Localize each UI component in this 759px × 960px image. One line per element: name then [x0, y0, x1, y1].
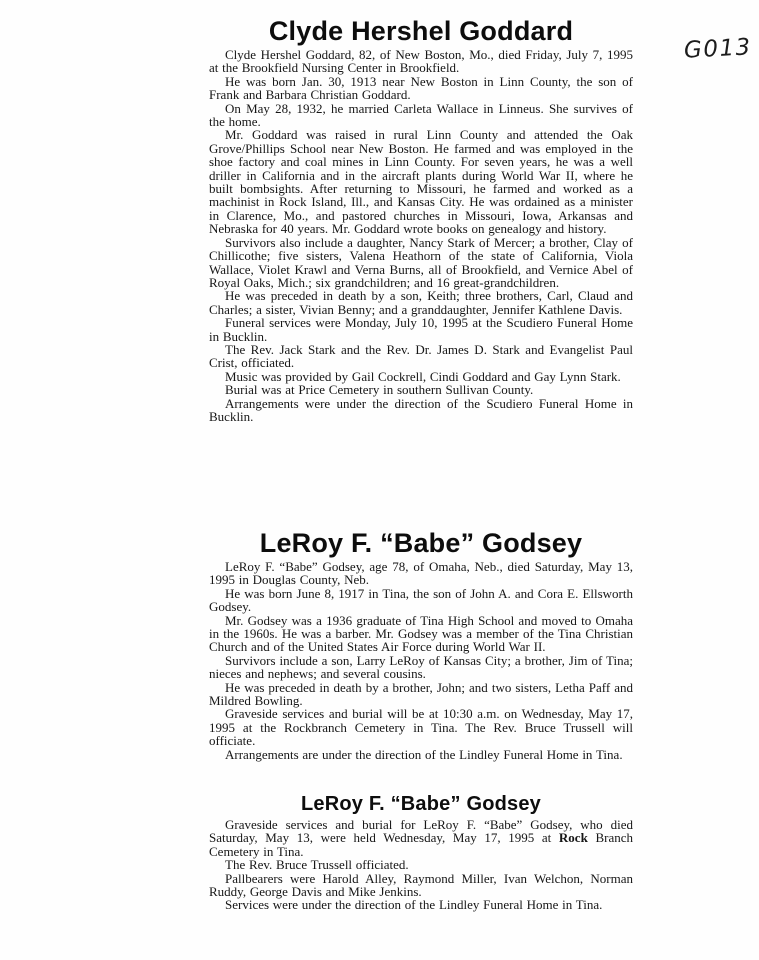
obituary-body [209, 560, 633, 761]
text: Branch Cemetery in Tina. [209, 830, 633, 859]
paragraph: Survivors also include a daughter, Nancy Stark of Mercer; a brother, Clay of Chillicothe; five sisters, Valena Heathorn of the state of California, Viola Wallace, Violet Krawl and Verna Burns, all of Brookfield, and Vernice Abel of Royal Oaks, Mich.; six grandchildren; and 16 great-grandchildren. [209, 234, 633, 290]
obituary-leroy-babe-godsey [209, 528, 633, 761]
obituary-leroy-babe-godsey-followup [209, 793, 633, 912]
paragraph: LeRoy F. “Babe” Godsey, age 78, of Omaha, Neb., died Saturday, May 13, 1995 in Douglas County, Neb. [209, 559, 633, 588]
paragraph: Mr. Goddard was raised in rural Linn County and attended the Oak Grove/Phillips School near New Boston. He farmed and was employed in the shoe factory and coal mines in Linn County. For seven years, he was a well driller in California and in the aircraft plants during World War II, where he built bombsights. After returning to Missouri, he farmed and worked as a machinist in Rock Island, Ill., and Kansas City. He was ordained as a minister in Clarence, Mo., and pastored churches in Missouri, Iowa, Arkansas and Nebraska for 40 years. Mr. Goddard wrote books on genealogy and history. [209, 127, 633, 237]
paragraph: He was born Jan. 30, 1913 near New Boston in Linn County, the son of Frank and Barbara Christian Goddard. [209, 73, 633, 103]
obituary-body [209, 48, 633, 423]
handwritten-annotation: G013 [683, 34, 753, 64]
paragraph: On May 28, 1932, he married Carleta Wallace in Linneus. She survives of the home. [209, 100, 633, 130]
paragraph: Music was provided by Gail Cockrell, Cindi Goddard and Gay Lynn Stark. [225, 368, 621, 384]
paragraph: Clyde Hershel Goddard, 82, of New Boston, Mo., died Friday, July 7, 1995 at the Brookfield Nursing Center in Brookfield. [209, 47, 633, 76]
paragraph: Mr. Godsey was a 1936 graduate of Tina High School and moved to Omaha in the 1960s. He was a barber. Mr. Godsey was a member of the Tina Christian Church and of the United States Air Force during World War II. [209, 612, 633, 655]
paragraph: Survivors include a son, Larry LeRoy of Kansas City; a brother, Jim of Tina; nieces and nephews; and several cousins. [209, 652, 633, 682]
obituary-title: Clyde Hershel Goddard [268, 16, 574, 46]
paragraph: Burial was at Price Cemetery in southern Sullivan County. [225, 382, 534, 398]
obituary-clyde-hershel-goddard [209, 16, 633, 423]
paragraph: The Rev. Bruce Trussell officiated. [225, 857, 409, 873]
paragraph: He was preceded in death by a son, Keith; three brothers, Carl, Claud and Charles; a sister, Vivian Benny; and a granddaughter, Jennifer Kathlene Davis. [209, 288, 633, 317]
paragraph: Arrangements are under the direction of the Lindley Funeral Home in Tina. [225, 746, 623, 762]
paragraph: Arrangements were under the direction of the Scudiero Funeral Home in Bucklin. [209, 395, 633, 424]
paragraph: Funeral services were Monday, July 10, 1995 at the Scudiero Funeral Home in Bucklin. [209, 315, 633, 344]
paragraph: The Rev. Jack Stark and the Rev. Dr. James D. Stark and Evangelist Paul Crist, officiated. [209, 341, 633, 371]
paragraph: Graveside services and burial will be at 10:30 a.m. on Wednesday, May 17, 1995 at the Rockbranch Cemetery in Tina. The Rev. Bruce Trussell will officiate. [209, 706, 633, 749]
paragraph [209, 818, 633, 858]
paragraph: He was preceded in death by a brother, John; and two sisters, Letha Paff and Mildred Bowling. [209, 679, 633, 709]
bold-text: Rock [558, 830, 588, 846]
text: Graveside services and burial for LeRoy F. “Babe” Godsey, who died Saturday, May 13, were held Wednesday, May 17, 1995 at [209, 817, 633, 846]
obituary-body [209, 818, 633, 912]
paragraph: He was born June 8, 1917 in Tina, the son of John A. and Cora E. Ellsworth Godsey. [209, 585, 633, 615]
obituary-title: LeRoy F. “Babe” Godsey [259, 528, 583, 558]
obituary-title: LeRoy F. “Babe” Godsey [300, 793, 541, 815]
paragraph: Pallbearers were Harold Alley, Raymond Miller, Ivan Welchon, Norman Ruddy, George Davis and Mike Jenkins. [209, 870, 633, 900]
paragraph: Services were under the direction of the Lindley Funeral Home in Tina. [225, 897, 603, 913]
